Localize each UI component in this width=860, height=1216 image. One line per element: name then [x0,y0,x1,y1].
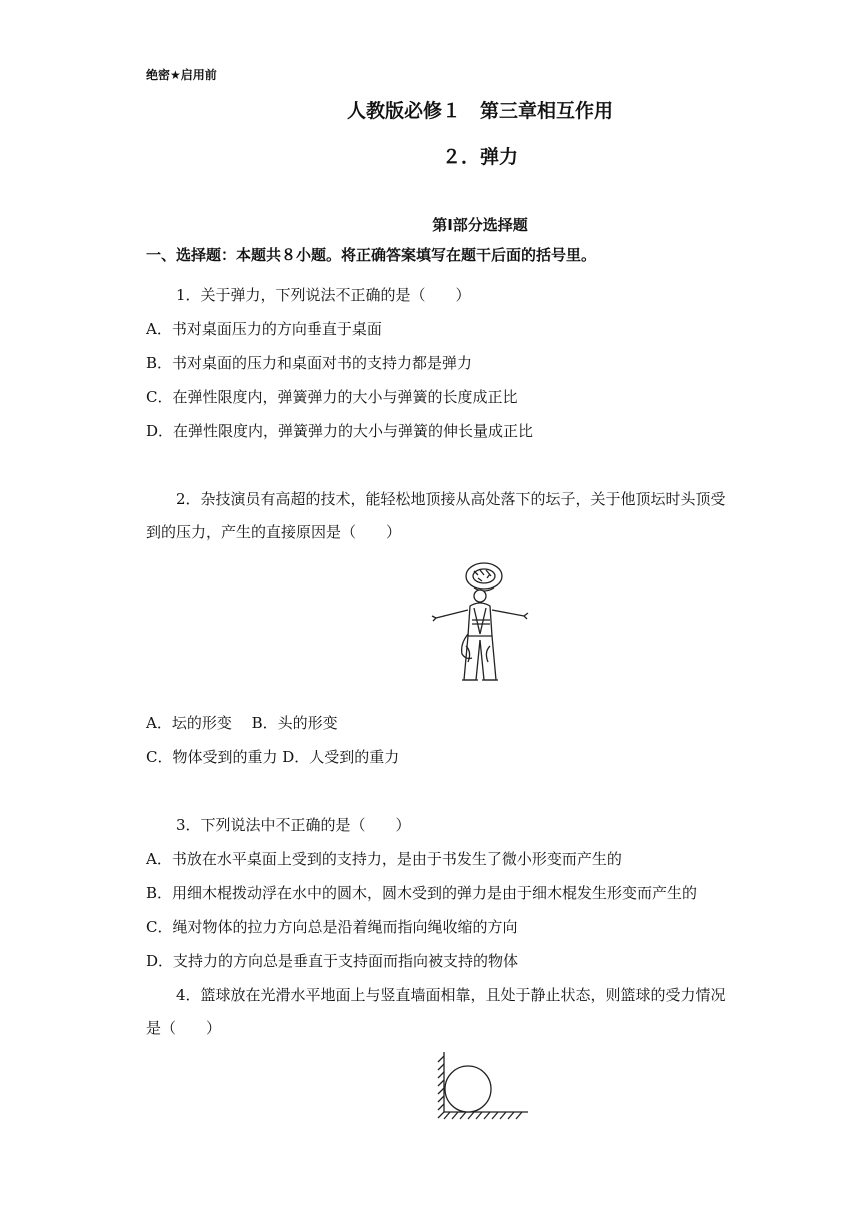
secret-mark: 绝密★启用前 [146,68,217,82]
question-1-stem: 1．关于弹力，下列说法不正确的是（ ） [176,286,471,304]
document-title: 人教版必修１ 第三章相互作用 [346,100,613,122]
question-4-stem-line-1: 4．篮球放在光滑水平地面上与竖直墙面相靠，且处于静止状态，则篮球的受力情况 [176,986,726,1004]
question-3-stem: 3．下列说法中不正确的是（ ） [176,816,411,834]
question-1-option-b: B．书对桌面的压力和桌面对书的支持力都是弹力 [146,354,473,372]
part-title: 第Ⅰ部分选择题 [432,216,528,234]
question-1-option-a: A．书对桌面压力的方向垂直于桌面 [146,320,382,338]
acrobat-figure-icon [428,562,532,696]
question-3-option-a: A．书放在水平桌面上受到的支持力，是由于书发生了微小形变而产生的 [146,850,622,868]
question-1-option-c: C．在弹性限度内，弹簧弹力的大小与弹簧的长度成正比 [146,388,518,406]
section-heading: 一、选择题：本题共８小题。将正确答案填写在题干后面的括号里。 [146,246,597,264]
question-3-option-d: D．支持力的方向总是垂直于支持面而指向被支持的物体 [146,952,519,970]
document-subtitle: ２．弹力 [441,146,518,168]
question-2-options-row-2: C．物体受到的重力 D．人受到的重力 [146,748,400,766]
ball-wall-figure-icon [432,1050,532,1122]
question-1-option-d: D．在弹性限度内，弹簧弹力的大小与弹簧的伸长量成正比 [146,422,534,440]
question-2-stem-line-2: 到的压力，产生的直接原因是（ ） [146,523,402,541]
question-2-options-row-1: A．坛的形变 B．头的形变 [146,714,338,732]
question-2-stem-line-1: 2．杂技演员有高超的技术，能轻松地顶接从高处落下的坛子，关于他顶坛时头顶受 [176,490,726,508]
question-3-option-b: B．用细木棍拨动浮在水中的圆木，圆木受到的弹力是由于细木棍发生形变而产生的 [146,884,698,902]
question-4-stem-line-2: 是（ ） [146,1019,222,1037]
question-3-option-c: C．绳对物体的拉力方向总是沿着绳而指向绳收缩的方向 [146,918,518,936]
